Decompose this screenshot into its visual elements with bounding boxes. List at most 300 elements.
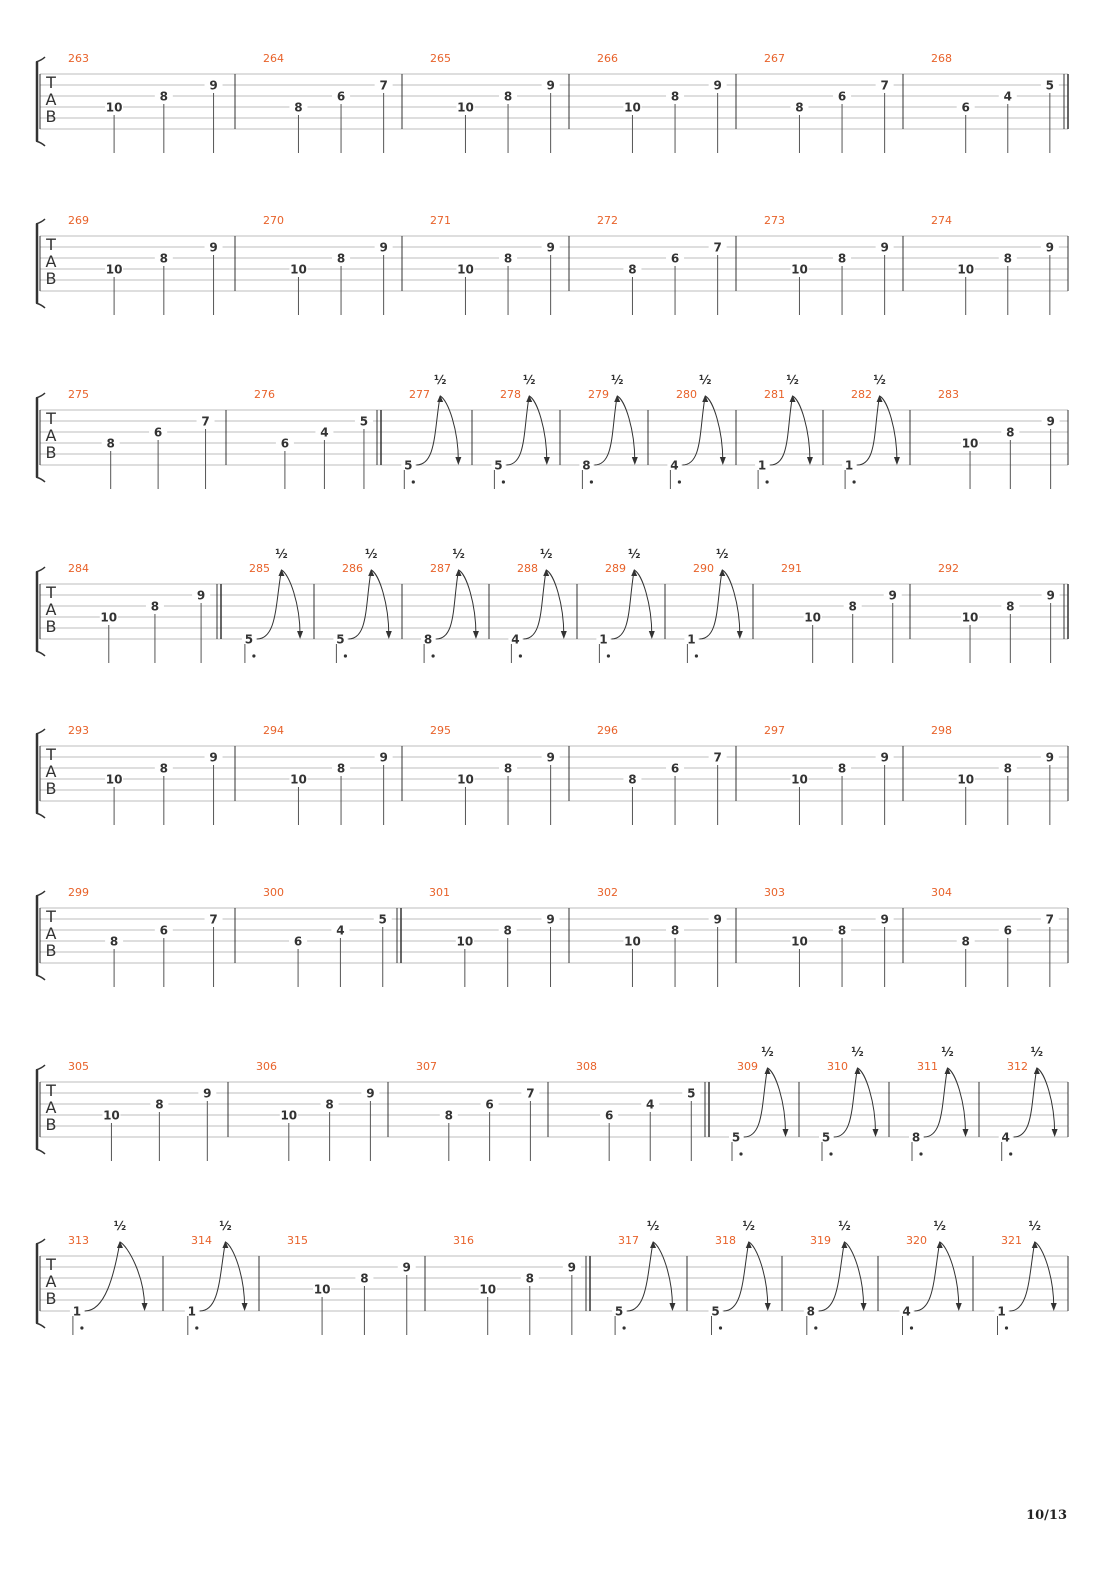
fret-number: 6 [293,934,303,949]
fret-number: 10 [100,610,118,625]
duration-dot [719,1326,722,1329]
bend-curve [682,396,705,465]
fret-number: 8 [294,100,303,115]
fret-number: 9 [196,588,206,603]
tab-system [36,373,1068,489]
measure-number: 278 [500,388,521,401]
bend-curve [348,570,371,639]
bend-amount: ½ [838,1219,851,1233]
release-arrowhead [649,631,655,639]
fret-number: 8 [670,89,680,104]
measure-number: 296 [597,724,618,737]
tab-system [36,1045,1068,1161]
fret-number: 6 [961,100,970,115]
release-arrowhead [963,1129,969,1137]
release-arrowhead [894,457,900,465]
release-curve [1035,1242,1054,1307]
duration-dot [1005,1326,1008,1329]
fret-number: 10 [624,934,641,949]
bend-curve [416,396,440,465]
measure-number: 291 [781,562,802,575]
bend-curve [699,570,722,639]
release-arrowhead [669,1303,675,1311]
fret-number: 8 [582,458,591,473]
duration-dot [80,1326,83,1329]
fret-number: 7 [1045,912,1055,927]
tab-clef-letter: A [45,762,57,781]
bend-curve [611,570,634,639]
fret-number: 8 [503,251,513,266]
fret-number: 9 [880,240,889,255]
measure-number: 318 [715,1234,736,1247]
release-curve [768,1068,786,1133]
release-curve [459,570,476,635]
measure-number: 299 [68,886,89,899]
fret-number: 10 [290,772,307,787]
release-curve [440,396,458,461]
bend-amount: ½ [1030,1045,1044,1059]
fret-number: 10 [457,262,474,277]
fret-number: 9 [1046,414,1055,429]
duration-dot [344,654,347,657]
measure-number: 313 [68,1234,89,1247]
fret-number: 5 [731,1130,741,1145]
fret-number: 8 [1003,251,1012,266]
bracket-top-hook [36,1065,45,1070]
duration-dot [814,1326,817,1329]
fret-number: 9 [567,1260,577,1275]
tab-clef-letter: T [46,583,56,602]
fret-number: 5 [1045,78,1055,93]
fret-number: 8 [837,923,847,938]
fret-number: 9 [713,78,722,93]
release-curve [705,396,723,461]
measure-number: 310 [827,1060,848,1073]
measure-number: 309 [737,1060,758,1073]
bend-amount: ½ [761,1045,774,1059]
fret-number: 4 [336,923,345,938]
fret-number: 8 [837,251,847,266]
fret-number: 8 [106,436,115,451]
fret-number: 10 [479,1282,497,1297]
release-curve [546,570,564,635]
tab-clef-letter: A [45,90,57,109]
fret-number: 9 [1045,240,1055,255]
fret-number: 6 [605,1108,614,1123]
duration-dot [432,654,435,657]
release-arrowhead [1051,1303,1057,1311]
bend-amount: ½ [715,547,729,561]
tab-clef-letter: A [45,600,57,619]
fret-number: 8 [795,100,804,115]
duration-dot [853,480,856,483]
fret-number: 8 [444,1108,453,1123]
measure-number: 287 [430,562,451,575]
bracket-top-hook [36,57,45,62]
fret-number: 8 [961,934,970,949]
fret-number: 8 [837,761,847,776]
measure-number: 277 [409,388,430,401]
fret-number: 1 [687,632,696,647]
release-curve [120,1242,145,1307]
fret-number: 10 [791,772,808,787]
fret-number: 10 [457,100,474,115]
release-curve [634,570,652,635]
bend-curve [506,396,529,465]
measure-number: 292 [938,562,959,575]
fret-number: 8 [155,1097,164,1112]
fret-number: 10 [105,100,123,115]
fret-number: 9 [880,750,889,765]
fret-number: 9 [209,78,218,93]
tab-clef-letter: B [45,941,57,960]
fret-number: 9 [203,1086,212,1101]
fret-number: 8 [503,923,512,938]
measure-number: 269 [68,214,89,227]
measure-number: 321 [1001,1234,1022,1247]
release-curve [940,1242,959,1307]
fret-number: 7 [526,1086,535,1101]
fret-number: 6 [670,251,680,266]
fret-number: 7 [713,240,722,255]
release-curve [653,1242,672,1307]
tab-clef-letter: A [45,426,57,445]
duration-dot [1009,1152,1012,1155]
measure-number: 300 [263,886,284,899]
fret-number: 10 [957,772,975,787]
duration-dot [829,1152,832,1155]
duration-dot [623,1326,626,1329]
fret-number: 5 [821,1130,831,1145]
tab-clef-letter: T [46,1081,56,1100]
fret-number: 6 [485,1097,494,1112]
measure-number: 316 [453,1234,474,1247]
release-curve [948,1068,966,1133]
fret-number: 9 [546,750,555,765]
fret-number: 8 [1006,425,1015,440]
fret-number: 9 [546,78,555,93]
duration-dot [607,654,610,657]
duration-dot [695,654,698,657]
tab-clef-letter: A [45,924,57,943]
bend-curve [915,1242,940,1311]
release-curve [722,570,740,635]
release-curve [844,1242,863,1307]
fret-number: 10 [791,262,808,277]
measure-number: 266 [597,52,618,65]
bend-curve [200,1242,226,1311]
fret-number: 10 [961,610,979,625]
release-curve [793,396,810,461]
bend-curve [594,396,617,465]
measure-number: 280 [676,388,697,401]
measure-number: 279 [588,388,609,401]
fret-number: 8 [159,251,169,266]
fret-number: 7 [713,750,722,765]
bend-curve [834,1068,858,1137]
fret-number: 4 [902,1304,911,1319]
bend-curve [257,570,282,639]
bracket-top-hook [36,729,45,734]
fret-number: 8 [336,251,346,266]
fret-number: 10 [791,934,808,949]
release-curve [749,1242,768,1307]
fret-number: 7 [379,78,388,93]
duration-dot [252,654,255,657]
fret-number: 8 [159,761,169,776]
fret-number: 8 [628,262,637,277]
fret-number: 4 [511,632,520,647]
duration-dot [590,480,593,483]
bracket-bottom-hook [36,651,45,656]
measure-number: 315 [287,1234,308,1247]
bracket-bottom-hook [36,1149,45,1154]
bend-amount: ½ [219,1219,232,1233]
release-curve [617,396,635,461]
fret-number: 10 [103,1108,120,1123]
release-curve [880,396,897,461]
bend-amount: ½ [610,373,624,387]
fret-number: 9 [379,240,388,255]
fret-number: 8 [150,599,160,614]
measure-number: 294 [263,724,284,737]
fret-number: 4 [646,1097,655,1112]
release-curve [529,396,547,461]
bend-amount: ½ [941,1045,954,1059]
tab-clef-letter: B [45,107,57,126]
bracket-top-hook [36,393,45,398]
fret-number: 8 [670,923,680,938]
bracket-top-hook [36,1239,45,1244]
fret-number: 1 [187,1304,196,1319]
fret-number: 5 [614,1304,624,1319]
bend-amount: ½ [275,547,288,561]
bracket-bottom-hook [36,813,45,818]
release-arrowhead [1052,1129,1058,1137]
fret-number: 1 [599,632,608,647]
measure-number: 282 [851,388,872,401]
fret-number: 9 [366,1086,375,1101]
measure-number: 295 [430,724,451,737]
fret-number: 8 [911,1130,921,1145]
fret-number: 4 [1003,89,1012,104]
measure-number: 303 [764,886,785,899]
fret-number: 9 [209,240,218,255]
tab-clef-letter: B [45,1115,57,1134]
fret-number: 9 [402,1260,411,1275]
measure-number: 317 [618,1234,639,1247]
bend-amount: ½ [433,373,447,387]
fret-number: 9 [880,912,889,927]
bend-curve [770,396,792,465]
fret-number: 5 [359,414,369,429]
duration-dot [412,480,415,483]
fret-number: 6 [280,436,290,451]
measure-number: 306 [256,1060,277,1073]
tab-clef-letter: B [45,443,57,462]
fret-number: 7 [209,912,218,927]
measure-number: 283 [938,388,959,401]
measure-number: 263 [68,52,89,65]
fret-number: 4 [320,425,329,440]
bend-curve [744,1068,768,1137]
fret-number: 4 [670,458,679,473]
tab-clef-letter: T [46,745,56,764]
measure-number: 264 [263,52,284,65]
release-arrowhead [242,1303,248,1311]
release-arrowhead [386,631,392,639]
bracket-bottom-hook [36,141,45,146]
measure-number: 281 [764,388,785,401]
bracket-top-hook [36,891,45,896]
page-number: 10/13 [1026,1508,1067,1523]
fret-number: 1 [72,1304,82,1319]
release-arrowhead [783,1129,789,1137]
measure-number: 271 [430,214,451,227]
fret-number: 8 [360,1271,369,1286]
fret-number: 10 [804,610,822,625]
fret-number: 9 [1045,750,1055,765]
tab-clef-letter: A [45,252,57,271]
fret-number: 1 [997,1304,1006,1319]
measure-number: 312 [1007,1060,1028,1073]
release-curve [371,570,389,635]
measure-number: 270 [263,214,284,227]
fret-number: 10 [624,100,641,115]
measure-number: 311 [917,1060,938,1073]
bracket-top-hook [36,219,45,224]
duration-dot [519,654,522,657]
bend-curve [857,396,879,465]
bracket-bottom-hook [36,975,45,980]
tab-clef-letter: T [46,73,56,92]
fret-number: 9 [379,750,388,765]
measure-number: 268 [931,52,952,65]
bend-curve [819,1242,845,1311]
release-arrowhead [861,1303,867,1311]
measure-number: 308 [576,1060,597,1073]
duration-dot [766,480,769,483]
bracket-bottom-hook [36,1323,45,1328]
release-arrowhead [544,457,550,465]
bend-amount: ½ [452,547,465,561]
fret-number: 4 [1001,1130,1010,1145]
fret-number: 10 [957,262,975,277]
release-arrowhead [561,631,567,639]
duration-dot [739,1152,742,1155]
measure-number: 301 [429,886,450,899]
fret-number: 7 [201,414,210,429]
fret-number: 8 [336,761,346,776]
tab-system [36,214,1068,315]
duration-dot [678,480,681,483]
fret-number: 10 [313,1282,331,1297]
fret-number: 9 [1046,588,1055,603]
fret-number: 5 [244,632,254,647]
measure-number: 298 [931,724,952,737]
fret-number: 5 [494,458,503,473]
fret-number: 8 [159,89,169,104]
bend-amount: ½ [539,547,553,561]
bracket-bottom-hook [36,477,45,482]
fret-number: 1 [757,458,767,473]
bend-amount: ½ [113,1219,127,1233]
measure-number: 320 [906,1234,927,1247]
measure-number: 319 [810,1234,831,1247]
measure-number: 302 [597,886,618,899]
duration-dot [195,1326,198,1329]
fret-number: 8 [806,1304,815,1319]
fret-number: 5 [404,458,413,473]
measure-number: 290 [693,562,714,575]
tab-clef-letter: B [45,617,57,636]
bend-curve [1014,1068,1037,1137]
tab-clef-letter: A [45,1272,57,1291]
bend-curve [1010,1242,1035,1311]
tab-clef-letter: T [46,235,56,254]
fret-number: 8 [1006,599,1015,614]
fret-number: 6 [159,923,169,938]
bracket-bottom-hook [36,303,45,308]
measure-number: 265 [430,52,451,65]
tab-system [36,724,1068,825]
fret-number: 8 [503,761,513,776]
duration-dot [910,1326,913,1329]
fret-number: 1 [844,458,854,473]
measure-number: 286 [342,562,363,575]
bend-curve [436,570,458,639]
bend-amount: ½ [933,1219,946,1233]
bracket-top-hook [36,567,45,572]
fret-number: 5 [336,632,345,647]
tab-clef-letter: T [46,1255,56,1274]
release-curve [1037,1068,1055,1133]
bend-curve [523,570,546,639]
fret-number: 6 [670,761,680,776]
fret-number: 9 [888,588,897,603]
measure-number: 289 [605,562,626,575]
fret-number: 8 [628,772,637,787]
bend-curve [85,1242,120,1311]
fret-number: 7 [880,78,889,93]
release-arrowhead [765,1303,771,1311]
duration-dot [502,480,505,483]
measure-number: 274 [931,214,952,227]
fret-number: 10 [280,1108,298,1123]
bend-curve [924,1068,948,1137]
fret-number: 6 [1003,923,1012,938]
release-curve [281,570,300,635]
tab-system [36,547,1068,663]
fret-number: 6 [837,89,847,104]
fret-number: 5 [378,912,387,927]
measure-number: 284 [68,562,89,575]
fret-number: 6 [336,89,346,104]
tab-system [36,1219,1068,1335]
bend-amount: ½ [851,1045,864,1059]
release-arrowhead [873,1129,879,1137]
fret-number: 8 [423,632,433,647]
bend-amount: ½ [364,547,378,561]
tab-clef-letter: B [45,269,57,288]
release-arrowhead [956,1303,962,1311]
fret-number: 9 [209,750,218,765]
release-arrowhead [297,631,303,639]
tab-system [36,886,1068,987]
measure-number: 285 [249,562,270,575]
measure-number: 275 [68,388,89,401]
fret-number: 10 [457,772,474,787]
